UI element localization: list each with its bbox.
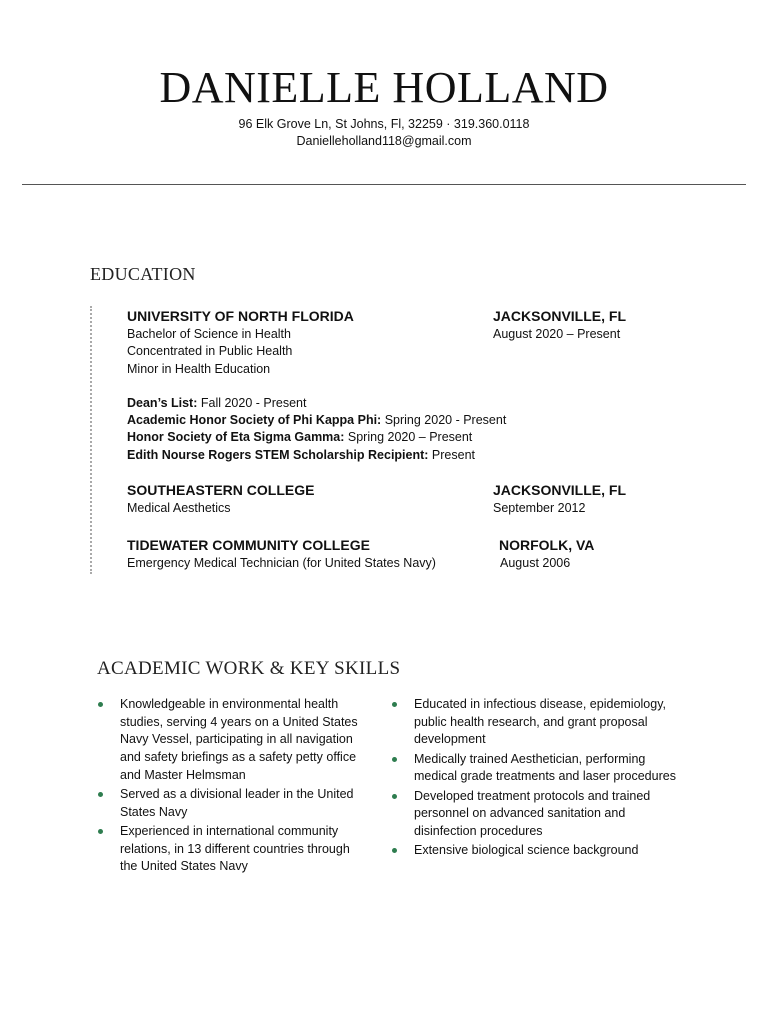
bullet-icon — [392, 757, 397, 762]
skill-text: Knowledgeable in environmental health studies, serving 4 years on a United States Navy Vessel, participating in all navigation and safety briefings as a safety petty office and Master Helmsman — [120, 697, 358, 782]
skill-item — [392, 842, 682, 860]
school-row — [127, 481, 647, 499]
honor-label: Academic Honor Society of Phi Kappa Phi: — [127, 413, 382, 428]
header-divider — [22, 184, 746, 185]
bullet-icon — [392, 848, 397, 853]
school-location: JACKSONVILLE, FL — [493, 308, 627, 324]
school-name: UNIVERSITY OF NORTH FLORIDA — [127, 308, 354, 324]
honor-value: Present — [428, 447, 475, 462]
degree-line — [127, 326, 647, 343]
education-heading: EDUCATION — [90, 264, 196, 284]
school-row — [127, 536, 647, 554]
skill-item — [392, 788, 682, 841]
skill-text: Developed treatment protocols and trained personnel on advanced sanitation and disinfection procedures — [414, 788, 651, 838]
resume-header — [0, 60, 768, 150]
program: Emergency Medical Technician (for United States Navy) — [127, 556, 436, 570]
skill-text: Educated in infectious disease, epidemiology, public health research, and grant proposal development — [414, 697, 667, 747]
date: September 2012 — [493, 501, 586, 515]
date-range: August 2020 – Present — [493, 327, 621, 341]
education-dotted-border — [90, 306, 92, 574]
honor-label: Dean’s List: — [127, 395, 198, 410]
skill-item — [98, 823, 370, 876]
school-location: JACKSONVILLE, FL — [493, 482, 627, 498]
skill-item — [392, 751, 682, 786]
skill-text: Extensive biological science background — [414, 843, 639, 858]
program: Medical Aesthetics — [127, 501, 231, 515]
honor-item — [127, 412, 647, 429]
school-location: NORFOLK, VA — [499, 537, 595, 553]
bullet-icon — [392, 702, 397, 707]
honor-value: Fall 2020 - Present — [197, 395, 307, 410]
honor-label: Edith Nourse Rogers STEM Scholarship Recipient: — [127, 447, 429, 462]
bullet-icon — [98, 792, 103, 797]
skill-text: Experienced in international community relations, in 13 different countries through the United States Navy — [120, 823, 350, 874]
honor-label: Honor Society of Eta Sigma Gamma: — [127, 430, 345, 445]
skill-text: Medically trained Aesthetician, performing medical grade treatments and laser procedures — [414, 751, 676, 784]
education-unf — [127, 307, 647, 464]
bullet-icon — [392, 794, 397, 799]
school-row — [127, 307, 647, 325]
degree: Bachelor of Science in Health — [127, 327, 291, 341]
bullet-icon — [98, 702, 103, 707]
skill-item — [98, 696, 370, 785]
honor-value: Spring 2020 – Present — [344, 430, 473, 445]
education-southeastern — [127, 481, 647, 517]
concentration: Concentrated in Public Health — [127, 344, 293, 359]
address-phone: 96 Elk Grove Ln, St Johns, Fl, 32259 · 319.360.0118 — [238, 117, 530, 131]
candidate-name: DANIELLE HOLLAND — [159, 63, 609, 112]
bullet-icon — [98, 829, 103, 834]
date: August 2006 — [500, 556, 571, 570]
education-tidewater — [127, 536, 647, 572]
honor-item — [127, 447, 647, 464]
honor-value: Spring 2020 - Present — [381, 413, 507, 428]
skills-heading: ACADEMIC WORK & KEY SKILLS — [97, 658, 401, 679]
honor-item — [127, 395, 647, 412]
program-line — [127, 500, 647, 517]
skills-right-column — [392, 696, 682, 861]
skills-left-column — [98, 696, 370, 878]
skill-item — [98, 786, 370, 821]
skill-item — [392, 696, 682, 749]
skill-text: Served as a divisional leader in the United States Navy — [120, 787, 354, 819]
program-line — [127, 555, 647, 572]
school-name: SOUTHEASTERN COLLEGE — [127, 482, 315, 498]
school-name: TIDEWATER COMMUNITY COLLEGE — [127, 537, 370, 553]
honor-item — [127, 429, 647, 446]
email: Danielleholland118@gmail.com — [296, 134, 472, 148]
spacer — [127, 378, 647, 395]
minor: Minor in Health Education — [127, 361, 271, 376]
